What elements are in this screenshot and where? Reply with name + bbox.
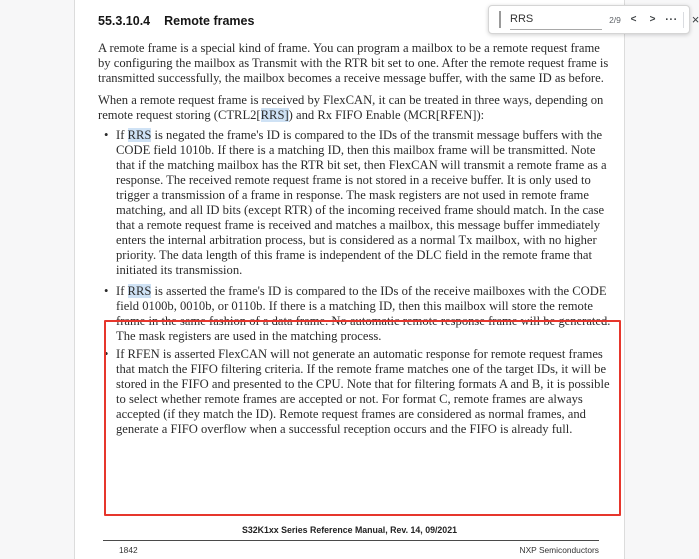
footer-divider — [103, 540, 599, 541]
paragraph-text: When a remote request frame is received by FlexCAN, it can be treated in three ways, depending on remote request storing (CTRL2[ — [98, 93, 604, 122]
section-title: Remote frames — [164, 14, 255, 28]
bullet-rrs-asserted — [98, 284, 612, 344]
bullet-rrs-negated — [98, 128, 612, 278]
bullet-rfen-asserted — [98, 347, 612, 437]
drag-handle-icon[interactable] — [499, 11, 501, 28]
footer-manual-title: S32K1xx Series Reference Manual, Rev. 14, 09/2021 — [241, 525, 457, 535]
find-toolbar — [488, 5, 699, 34]
paragraph-remote-frame-intro: A remote frame is a special kind of frame. You can program a mailbox to be a remote request frame by configuring the mailbox as Transmit with the RTR bit set to one. After the remote request frame is transmitted successfully, the mailbox becomes a receive message buffer, with the same ID as before. — [98, 41, 609, 85]
toolbar-divider — [683, 12, 684, 28]
previous-match-button[interactable]: < — [624, 7, 643, 33]
find-input-underline — [510, 9, 602, 30]
search-match-highlight: RRS] — [260, 108, 289, 122]
page-content — [98, 14, 612, 437]
search-match-highlight: RRS — [127, 128, 152, 142]
bullet-text: If — [116, 128, 128, 142]
search-match-highlight: RRS — [127, 284, 152, 298]
pdf-page — [74, 0, 625, 559]
bullet-text: If — [116, 284, 128, 298]
bullet-list — [98, 128, 612, 437]
close-find-button[interactable]: × — [686, 7, 699, 33]
paragraph-text: ) and Rx FIFO Enable (MCR[RFEN]): — [288, 108, 485, 122]
bullet-text: is negated the frame's ID is compared to the IDs of the transmit message buffers with the CODE field 1010b. If there is a matching ID, then this mailbox frame will be transmitted. Note that if the matching mailbox has the RTR bit set, then FlexCAN will transmit a remote frame as a response. The received remote request frame is not stored in a receive buffer. It is only used to trigger a transmission of a frame in response. The mask registers are not used in remote frame matching, and all ID bits (except RTR) of the incoming received frame should match. In the case that a remote request frame is received and matches a mailbox, this message buffer immediately enters the internal arbitration process, but is considered as a normal Tx mailbox, with no higher priority. The data length of this frame is independent of the DLC field in the remote frame that initiated its transmission. — [116, 128, 607, 277]
section-number: 55.3.10.4 — [98, 14, 151, 28]
footer-page-number: 1842 — [119, 545, 138, 555]
more-options-button[interactable]: ··· — [662, 7, 681, 33]
next-match-button[interactable]: > — [643, 7, 662, 33]
footer-row — [119, 545, 599, 555]
footer-publisher: NXP Semiconductors — [519, 545, 599, 555]
bullet-text: If RFEN is asserted FlexCAN will not generate an automatic response for remote request frames that match the FIFO filtering criteria. If the remote frame matches one of the target IDs, it will be stored in the FIFO and presented to the CPU. Note that for filtering formats A and B, it is possible to select whether remote frames are accepted or not. For format C, remote frames are always accepted (if they match the ID). Remote request frames are considered as normal frames, and generate a FIFO overflow when a successful reception occurs and the FIFO is already full. — [116, 347, 610, 436]
find-input[interactable] — [510, 11, 602, 29]
paragraph-remote-request-treatment — [98, 93, 612, 123]
bullet-text: is asserted the frame's ID is compared to the IDs of the receive mailboxes with the CODE field 0100b, 0010b, or 0110b. If there is a matching ID, then this mailbox will store the remote frame in the same fashion of a data frame. No automatic remote response frame will be generated. The mask registers are used in the matching process. — [116, 284, 611, 343]
match-counter: 2/9 — [609, 14, 621, 25]
